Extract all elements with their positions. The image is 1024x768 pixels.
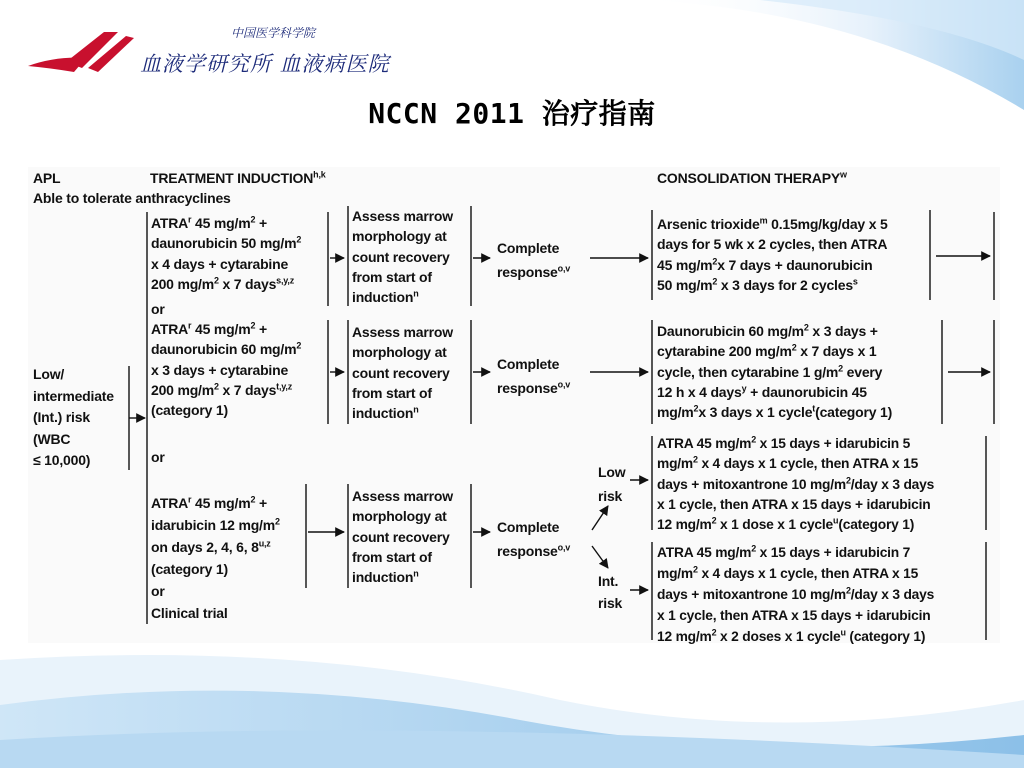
- consolidation-header: CONSOLIDATION THERAPY$^w$: [657, 169, 847, 186]
- consolidation-regimen-low-risk: ATRA 45 $mg/m^2$ x 15 days + idarubicin 5 $mg/m^2$ x 4 days x 1 cycle, then ATRA x 15 days + mitoxantrone 10 $mg/m^2$/day x 3 days x 1 cycle, then ATRA x 15 days + idarubicin 12 $mg/m^2$ x 1 dose x 1 cycle$^u$(category 1): [657, 434, 935, 533]
- induction-header: TREATMENT INDUCTION$^{h,k}$: [150, 169, 326, 186]
- induction-regimen-2: ATRA$^r$ 45 $mg/m^2$ + daunorubicin 60 $mg/m^2$ x 3 days + cytarabine 200 $mg/m^2$ x 7 days$^{t,y,z}$ (category 1): [151, 320, 302, 419]
- complete-response-3: Complete response$^{o,v}$: [497, 519, 571, 559]
- institute-name-main: 血液学研究所 血液病医院: [140, 52, 390, 76]
- complete-response-1: Complete response$^{o,v}$: [497, 240, 571, 280]
- institute-logo-icon: [26, 28, 136, 78]
- assess-marrow-box-1: Assess marrow morphology at count recovery from start of induction$^n$: [352, 208, 453, 306]
- slide-title: NCCN 2011 治疗指南: [368, 97, 656, 130]
- assess-marrow-box-3: Assess marrow morphology at count recovery from start of induction$^n$: [352, 488, 453, 586]
- assess-marrow-box-2: Assess marrow morphology at count recovery from start of induction$^n$: [352, 324, 453, 422]
- consolidation-regimen-2: Daunorubicin 60 $mg/m^2$ x 3 days + cytarabine 200 $mg/m^2$ x 7 days x 1 cycle, then cytarabine 1 $g/m^2$ every 12 h x 4 days$^y$ + daunorubicin 45 $mg/m^2x$ 3 days x 1 cycle$^t$(category 1): [657, 322, 893, 421]
- consolidation-regimen-int-risk: ATRA 45 $mg/m^2$ x 15 days + idarubicin 7 $mg/m^2$ x 4 days x 1 cycle, then ATRA x 15 days + mitoxantrone 10 $mg/m^2$/day x 3 days x 1 cycle, then ATRA x 15 days + idarubicin 12 $mg/m^2$ x 2 doses x 1 cycle$^u$ (category 1): [657, 543, 935, 644]
- induction-regimen-1: ATRA$^r$ 45 $mg/m^2$ + daunorubicin 50 $mg/m^2$ x 4 days + cytarabine 200 $mg/m^2$ x 7 days$^{s,y,z}$: [151, 214, 302, 292]
- induction-regimen-3: ATRA$^r$ 45 $mg/m^2$ + idarubicin 12 $mg/m^2$ on days 2, 4, 6, 8$^{u,z}$ (category 1) or Clinical trial: [151, 494, 280, 621]
- or-label-1: or: [151, 301, 165, 317]
- or-label-2: or: [151, 449, 165, 465]
- apl-header: APL Able to tolerate anthracyclines: [33, 170, 231, 207]
- complete-response-2: Complete response$^{o,v}$: [497, 356, 571, 396]
- consolidation-regimen-1: Arsenic trioxide$^m$ 0.15mg/kg/day x 5 days for 5 wk x 2 cycles, then ATRA 45 $mg/m^2x$ 7 days + daunorubicin 50 $mg/m^2$ x 3 days for 2 cycles$^s$: [657, 215, 888, 293]
- institute-name-top: 中国医学科学院: [231, 26, 316, 40]
- risk-group-label: Low/ intermediate (Int.) risk (WBC ≤ 10,000): [33, 366, 114, 468]
- int-risk-label: Int. risk: [598, 573, 623, 611]
- low-risk-label: Low risk: [598, 464, 626, 504]
